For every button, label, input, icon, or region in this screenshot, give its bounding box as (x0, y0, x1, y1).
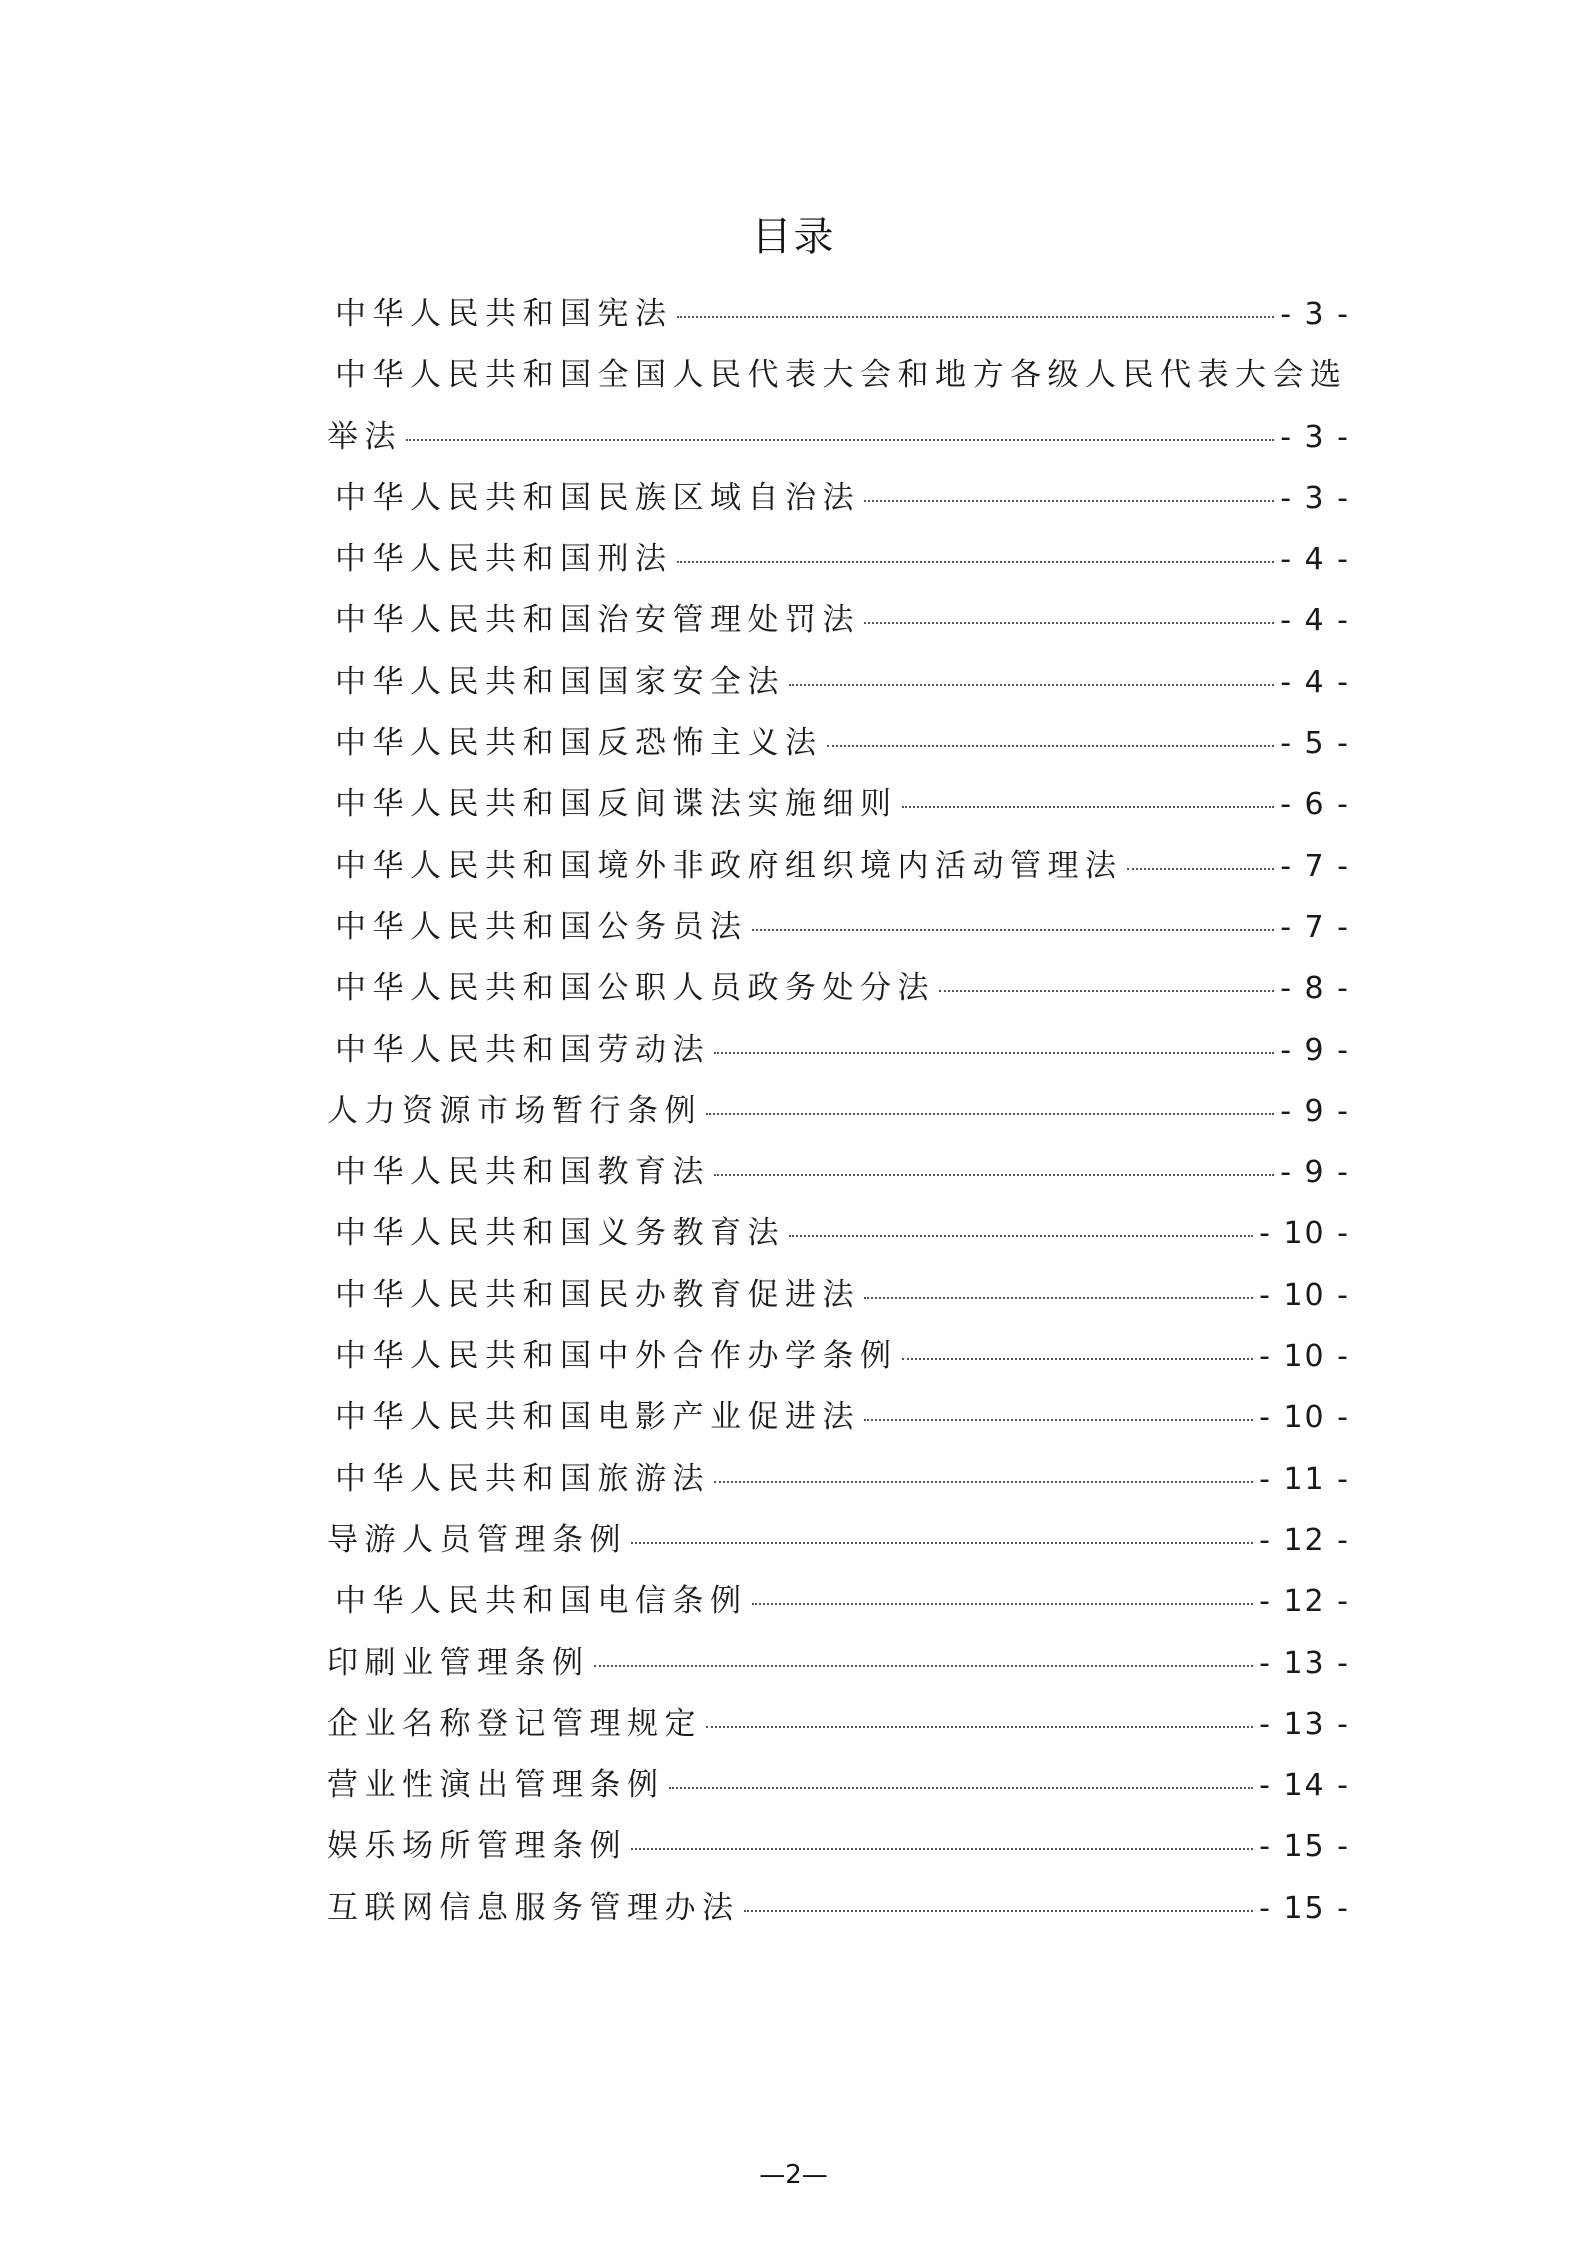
toc-entry[interactable] (327, 1575, 1350, 1636)
toc-entry-title: 中华人民共和国宪法 (335, 296, 673, 332)
toc-entry[interactable] (327, 1146, 1350, 1207)
toc-entry-page: - 10 - (1259, 1339, 1350, 1375)
toc-entry-page: - 12 - (1259, 1522, 1350, 1558)
toc-entry[interactable] (327, 1759, 1350, 1820)
table-of-contents (327, 288, 1350, 1943)
toc-entry-page: - 10 - (1259, 1216, 1350, 1252)
toc-entry-title: 中华人民共和国电信条例 (335, 1583, 748, 1620)
dot-leader (406, 439, 1274, 441)
toc-entry-title: 中华人民共和国教育法 (335, 1154, 710, 1191)
toc-entry[interactable] (327, 1269, 1350, 1330)
toc-entry-page: - 4 - (1280, 664, 1350, 700)
toc-entry-title: 互联网信息服务管理办法 (327, 1889, 740, 1926)
toc-entry-page: - 10 - (1259, 1277, 1350, 1313)
toc-entry-page: - 11 - (1259, 1461, 1350, 1497)
dot-leader (864, 500, 1274, 502)
toc-entry[interactable] (327, 1820, 1350, 1881)
toc-entry-page: - 4 - (1280, 603, 1350, 639)
dot-leader (706, 1726, 1253, 1728)
toc-entry[interactable] (327, 962, 1350, 1023)
toc-entry-page: - 10 - (1259, 1400, 1350, 1436)
toc-entry[interactable] (327, 656, 1350, 717)
toc-entry-title: 举法 (327, 418, 402, 455)
dot-leader (669, 1787, 1254, 1789)
toc-entry[interactable] (327, 778, 1350, 839)
toc-entry-page: - 9 - (1280, 1032, 1350, 1068)
toc-entry[interactable] (327, 1024, 1350, 1085)
toc-entry-title: 中华人民共和国反间谍法实施细则 (335, 786, 898, 823)
toc-entry-page: - 15 - (1259, 1829, 1350, 1865)
dot-leader (789, 1235, 1253, 1237)
dot-leader (752, 1603, 1254, 1605)
dot-leader (789, 684, 1274, 686)
toc-entry[interactable] (327, 1207, 1350, 1268)
dot-leader (706, 1113, 1274, 1115)
toc-entry-title: 中华人民共和国治安管理处罚法 (335, 602, 860, 639)
toc-entry-page: - 3 - (1280, 480, 1350, 516)
toc-entry[interactable] (327, 594, 1350, 655)
toc-entry-page: - 12 - (1259, 1584, 1350, 1620)
toc-entry-page: - 3 - (1280, 297, 1350, 332)
dot-leader (864, 1419, 1253, 1421)
dot-leader (939, 990, 1274, 992)
toc-entry-title: 中华人民共和国公职人员政务处分法 (335, 970, 935, 1007)
dot-leader (677, 316, 1275, 318)
toc-entry[interactable] (327, 1514, 1350, 1575)
dot-leader (744, 1910, 1254, 1912)
toc-entry-title: 中华人民共和国国家安全法 (335, 663, 785, 700)
dot-leader (631, 1848, 1253, 1850)
toc-entry[interactable] (327, 1330, 1350, 1391)
toc-entry-title: 中华人民共和国全国人民代表大会和地方各级人民代表大会选 (335, 357, 1348, 394)
toc-entry-page: - 5 - (1280, 726, 1350, 762)
toc-entry-title: 中华人民共和国义务教育法 (335, 1215, 785, 1252)
dot-leader (714, 1052, 1274, 1054)
dot-leader (1127, 868, 1275, 870)
toc-entry[interactable] (327, 1882, 1350, 1943)
toc-entry-page: - 8 - (1280, 971, 1350, 1007)
toc-entry[interactable] (327, 1391, 1350, 1452)
toc-entry-title: 印刷业管理条例 (327, 1644, 590, 1681)
toc-entry-page: - 6 - (1280, 787, 1350, 823)
toc-entry[interactable] (327, 901, 1350, 962)
dot-leader (714, 1174, 1274, 1176)
dot-leader (902, 1358, 1254, 1360)
toc-entry[interactable] (327, 288, 1350, 349)
toc-entry[interactable] (327, 1085, 1350, 1146)
toc-entry[interactable] (327, 349, 1350, 410)
toc-entry-title: 导游人员管理条例 (327, 1521, 627, 1558)
toc-entry-title: 中华人民共和国民办教育促进法 (335, 1276, 860, 1313)
toc-entry-page: - 9 - (1280, 1093, 1350, 1129)
toc-entry-page: - 7 - (1280, 848, 1350, 884)
toc-entry-page: - 7 - (1280, 909, 1350, 945)
toc-entry[interactable] (327, 1637, 1350, 1698)
toc-entry-title: 中华人民共和国刑法 (335, 541, 673, 578)
dot-leader (631, 1542, 1253, 1544)
toc-entry-page: - 15 - (1259, 1890, 1350, 1926)
toc-entry-title: 中华人民共和国劳动法 (335, 1031, 710, 1068)
toc-entry[interactable] (327, 840, 1350, 901)
toc-entry[interactable] (327, 1453, 1350, 1514)
dot-leader (864, 1297, 1253, 1299)
toc-entry-title: 中华人民共和国电影产业促进法 (335, 1399, 860, 1436)
toc-entry-title: 中华人民共和国公务员法 (335, 908, 748, 945)
dot-leader (827, 745, 1275, 747)
toc-entry[interactable] (327, 717, 1350, 778)
toc-entry-title: 中华人民共和国旅游法 (335, 1460, 710, 1497)
toc-entry[interactable] (327, 533, 1350, 594)
toc-entry[interactable] (327, 1698, 1350, 1759)
toc-entry[interactable] (327, 472, 1350, 533)
dot-leader (902, 806, 1275, 808)
toc-entry-page: - 13 - (1259, 1706, 1350, 1742)
dot-leader (864, 622, 1274, 624)
toc-entry-page: - 3 - (1280, 419, 1350, 455)
toc-entry-page: - 4 - (1280, 542, 1350, 578)
toc-entry-title: 中华人民共和国中外合作办学条例 (335, 1338, 898, 1375)
dot-leader (594, 1665, 1254, 1667)
toc-entry-page: - 14 - (1259, 1768, 1350, 1804)
toc-entry-title: 中华人民共和国民族区域自治法 (335, 479, 860, 516)
toc-entry-page: - 9 - (1280, 1155, 1350, 1191)
page-number-footer: —2— (759, 2160, 828, 2190)
toc-entry-title: 人力资源市场暂行条例 (327, 1092, 702, 1129)
page-title: 目录 (751, 214, 836, 260)
toc-entry-title: 中华人民共和国境外非政府组织境内活动管理法 (335, 847, 1123, 884)
toc-entry-title: 营业性演出管理条例 (327, 1767, 665, 1804)
dot-leader (752, 929, 1275, 931)
toc-entry[interactable] (327, 411, 1350, 472)
toc-entry-title: 中华人民共和国反恐怖主义法 (335, 725, 823, 762)
toc-entry-title: 娱乐场所管理条例 (327, 1828, 627, 1865)
toc-entry-page: - 13 - (1259, 1645, 1350, 1681)
dot-leader (714, 1481, 1253, 1483)
dot-leader (677, 561, 1275, 563)
toc-entry-title: 企业名称登记管理规定 (327, 1705, 702, 1742)
